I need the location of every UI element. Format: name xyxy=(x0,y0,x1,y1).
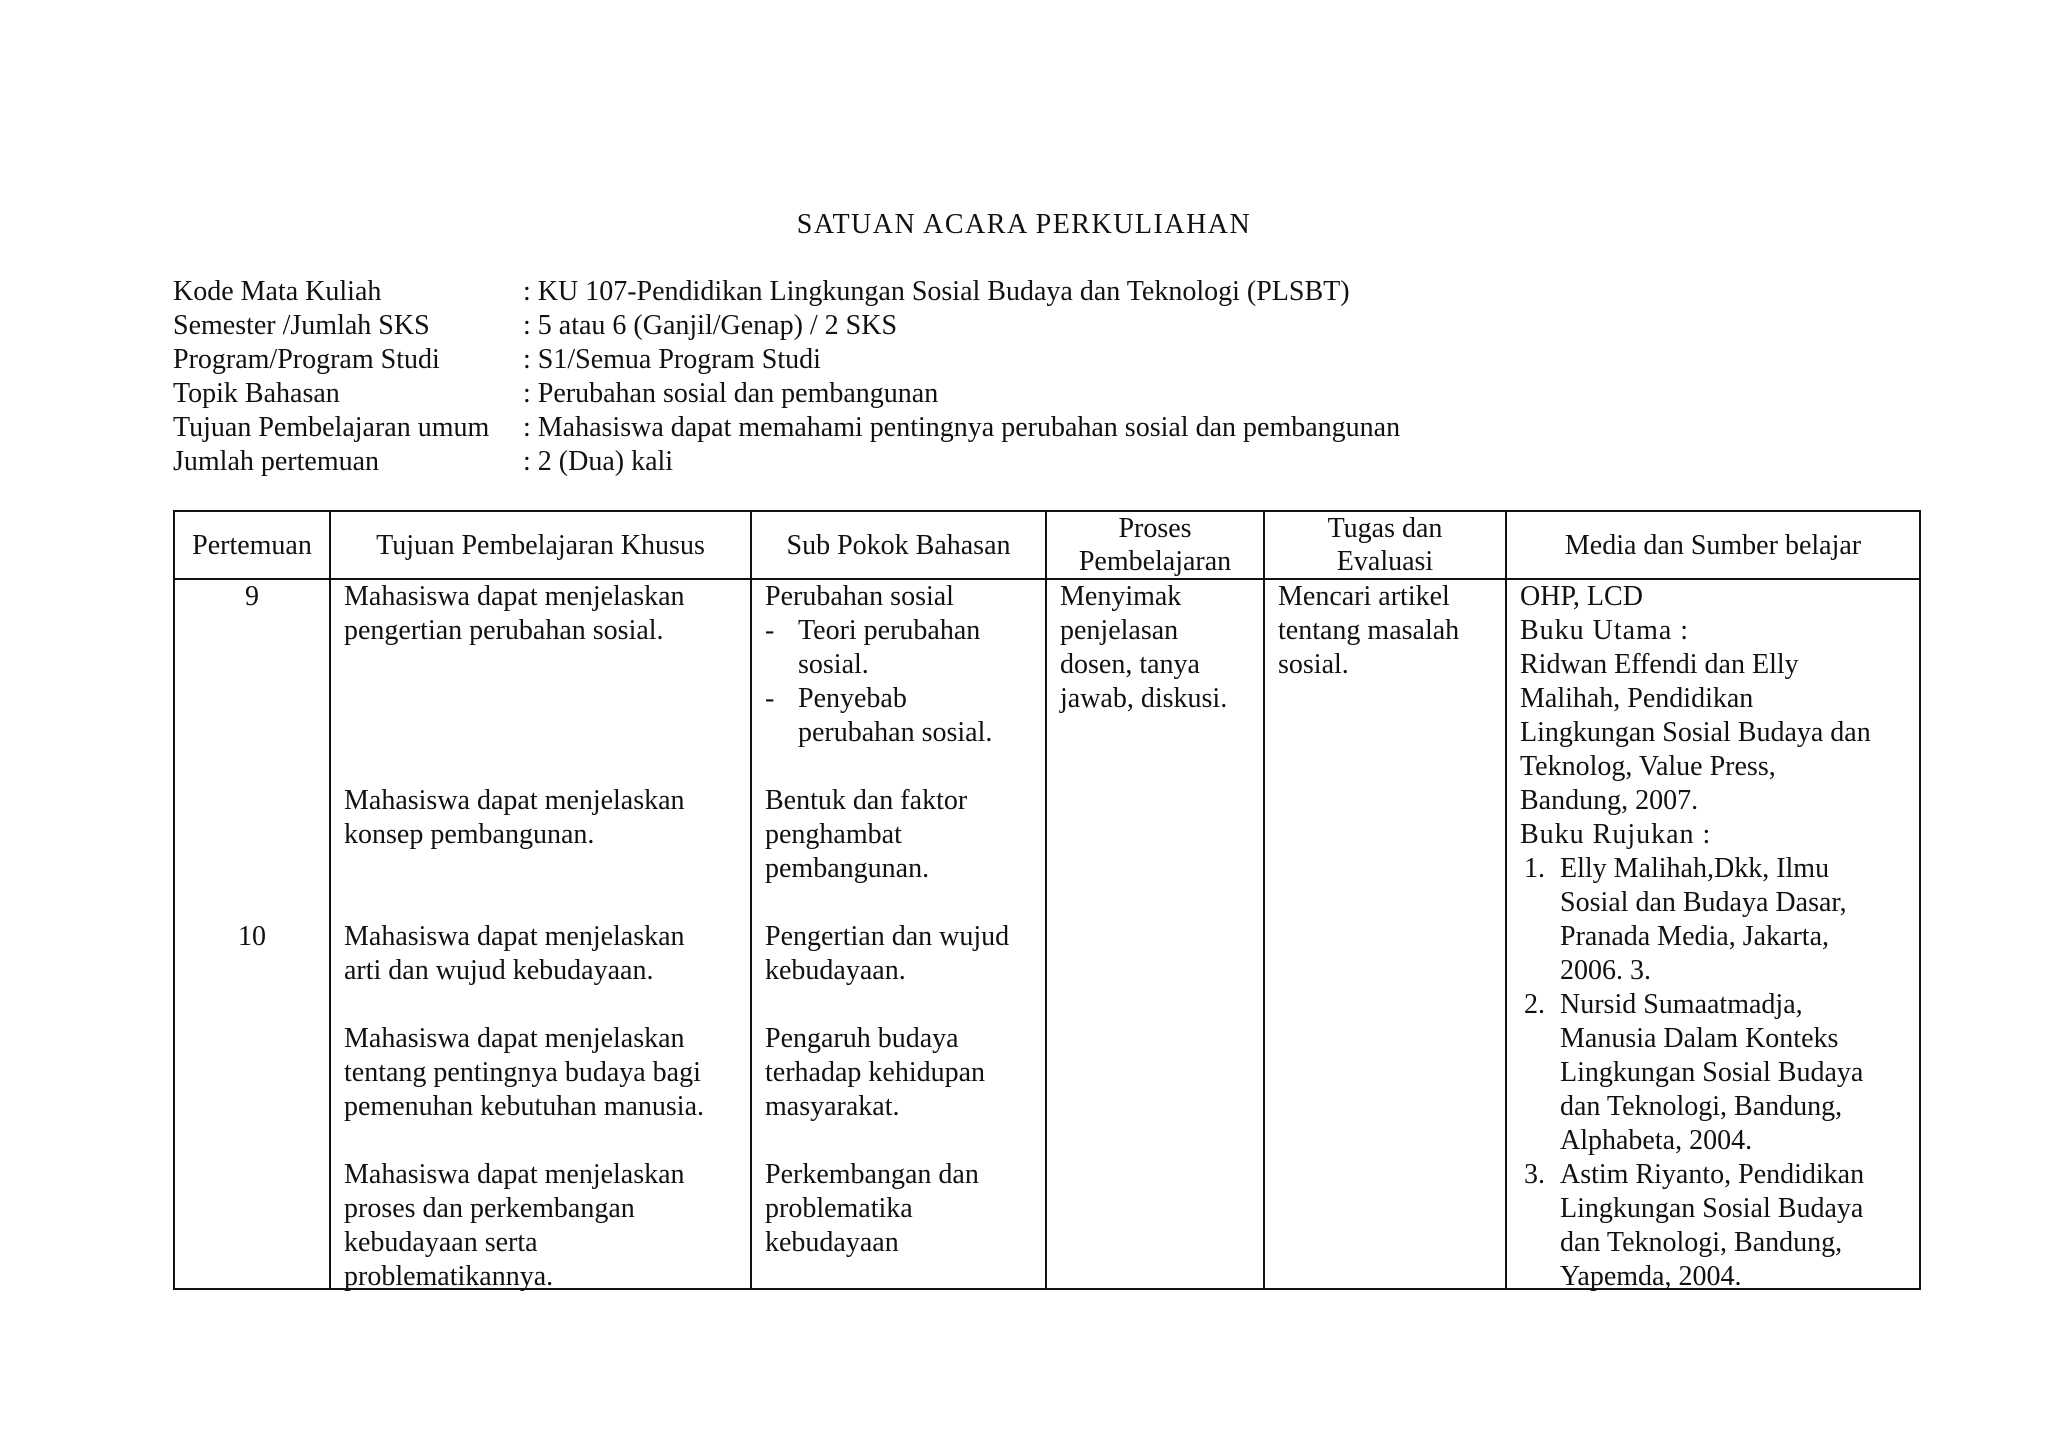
text-line: Lingkungan Sosial Budaya xyxy=(1560,1057,1864,1088)
text-line: tentang pentingnya budaya bagi xyxy=(344,1057,701,1088)
text-line: kebudayaan xyxy=(765,1227,899,1258)
text-line: Astim Riyanto, Pendidikan xyxy=(1560,1159,1865,1190)
text-line: Perkembangan dan xyxy=(765,1159,979,1190)
text-line: Bentuk dan faktor xyxy=(765,785,968,816)
spb-block xyxy=(765,1158,1041,1260)
text-line: pembangunan. xyxy=(765,853,930,884)
table-header-row xyxy=(174,511,1920,579)
text-line: Teori perubahan xyxy=(798,615,981,646)
meta-value: : Perubahan sosial dan pembangunan xyxy=(523,378,939,409)
course-info xyxy=(173,275,1400,479)
text-line: tentang masalah xyxy=(1278,615,1460,646)
header-line: Proses xyxy=(1118,513,1192,544)
dash-bullet: - xyxy=(765,683,775,714)
tpk-block xyxy=(344,580,746,648)
text-line: Penyebab xyxy=(798,683,907,714)
spb-block xyxy=(765,1022,1041,1124)
text-line: Lingkungan Sosial Budaya xyxy=(1560,1193,1864,1224)
meta-label: Program/Program Studi xyxy=(173,344,440,375)
document-title: SATUAN ACARA PERKULIAHAN xyxy=(796,209,1252,240)
dash-bullet: - xyxy=(765,615,775,646)
meta-label: Tujuan Pembelajaran umum xyxy=(173,412,490,443)
text-line: dosen, tanya xyxy=(1060,649,1200,680)
text-line: Pengaruh budaya xyxy=(765,1023,959,1054)
header-line: Evaluasi xyxy=(1336,546,1434,577)
buku-rujukan-label: Buku Rujukan : xyxy=(1520,819,1712,850)
pertemuan-number: 10 xyxy=(238,921,266,952)
text-line: Mahasiswa dapat menjelaskan xyxy=(344,581,685,612)
proses-block xyxy=(1060,580,1259,716)
text-line: arti dan wujud kebudayaan. xyxy=(344,955,654,986)
spb-block xyxy=(765,920,1041,988)
text-line: pengertian perubahan sosial. xyxy=(344,615,664,646)
text-line: Perubahan sosial xyxy=(765,581,954,612)
text-line: Mencari artikel xyxy=(1278,581,1450,612)
text-line: Menyimak xyxy=(1060,581,1182,612)
meta-row-tujuan-umum xyxy=(173,411,1400,445)
text-line: Manusia Dalam Konteks xyxy=(1560,1023,1839,1054)
reference-number: 1. xyxy=(1524,853,1545,884)
header-tujuan-khusus: Tujuan Pembelajaran Khusus xyxy=(330,511,751,579)
text-line: Malihah, Pendidikan xyxy=(1520,683,1754,714)
text-line: OHP, LCD xyxy=(1520,581,1643,612)
text-line: Pengertian dan wujud xyxy=(765,921,1010,952)
spb-block xyxy=(765,580,1041,750)
dash-item xyxy=(765,614,1041,682)
text-line: 2006. 3. xyxy=(1560,955,1651,986)
text-line: problematikannya. xyxy=(344,1261,554,1292)
reference-item xyxy=(1520,988,1915,1158)
tpk-block xyxy=(344,1158,746,1294)
text-line: masyarakat. xyxy=(765,1091,900,1122)
media-block xyxy=(1520,580,1915,1294)
meta-value: : Mahasiswa dapat memahami pentingnya perubahan sosial dan pembangunan xyxy=(523,412,1401,443)
text-line: Mahasiswa dapat menjelaskan xyxy=(344,1023,685,1054)
meta-label: Jumlah pertemuan xyxy=(173,446,380,477)
tugas-block xyxy=(1278,580,1501,682)
text-line: Elly Malihah,Dkk, Ilmu xyxy=(1560,853,1830,884)
text-line: Mahasiswa dapat menjelaskan xyxy=(344,921,685,952)
header-proses xyxy=(1046,511,1264,579)
table-row xyxy=(174,579,1920,1289)
text-line: Pranada Media, Jakarta, xyxy=(1560,921,1829,952)
buku-utama-label: Buku Utama : xyxy=(1520,615,1690,646)
header-tugas xyxy=(1264,511,1506,579)
text-line: perubahan sosial. xyxy=(798,717,993,748)
meta-row-semester xyxy=(173,309,1400,343)
pertemuan-number: 9 xyxy=(245,581,259,612)
text-line: dan Teknologi, Bandung, xyxy=(1560,1227,1843,1258)
lesson-plan-table xyxy=(173,510,1921,1290)
cell-tujuan-khusus xyxy=(330,579,751,1292)
meta-row-kode xyxy=(173,275,1400,309)
text-line: kebudayaan serta xyxy=(344,1227,538,1258)
text-line: penjelasan xyxy=(1060,615,1179,646)
text-line: sosial. xyxy=(798,649,869,680)
text-line: terhadap kehidupan xyxy=(765,1057,986,1088)
header-sub-pokok: Sub Pokok Bahasan xyxy=(751,511,1046,579)
text-line: penghambat xyxy=(765,819,902,850)
meta-label: Semester /Jumlah SKS xyxy=(173,310,430,341)
meta-value: : 2 (Dua) kali xyxy=(523,446,674,477)
text-line: proses dan perkembangan xyxy=(344,1193,635,1224)
text-line: Ridwan Effendi dan Elly xyxy=(1520,649,1799,680)
cell-proses xyxy=(1046,579,1264,1289)
spb-block xyxy=(765,784,1041,886)
meta-row-topik xyxy=(173,377,1400,411)
meta-row-program xyxy=(173,343,1400,377)
cell-media xyxy=(1506,579,1920,1292)
meta-value: : 5 atau 6 (Ganjil/Genap) / 2 SKS xyxy=(523,310,898,341)
reference-number: 2. xyxy=(1524,989,1545,1020)
cell-sub-pokok xyxy=(751,579,1046,1289)
tpk-block xyxy=(344,1022,746,1124)
text-line: Alphabeta, 2004. xyxy=(1560,1125,1753,1156)
meta-value: : S1/Semua Program Studi xyxy=(523,344,821,375)
header-line: Pembelajaran xyxy=(1078,546,1232,577)
dash-item xyxy=(765,682,1041,750)
text-line: pemenuhan kebutuhan manusia. xyxy=(344,1091,705,1122)
meta-row-jumlah xyxy=(173,445,1400,479)
header-line: Tugas dan xyxy=(1327,513,1443,544)
text-line: Mahasiswa dapat menjelaskan xyxy=(344,1159,685,1190)
text-line: dan Teknologi, Bandung, xyxy=(1560,1091,1843,1122)
text-line: Nursid Sumaatmadja, xyxy=(1560,989,1803,1020)
text-line: Mahasiswa dapat menjelaskan xyxy=(344,785,685,816)
text-line: kebudayaan. xyxy=(765,955,906,986)
text-line: Sosial dan Budaya Dasar, xyxy=(1560,887,1847,918)
text-line: Lingkungan Sosial Budaya dan xyxy=(1520,717,1871,748)
reference-item xyxy=(1520,852,1915,988)
reference-number: 3. xyxy=(1524,1159,1545,1190)
cell-pertemuan xyxy=(174,579,330,1289)
header-media: Media dan Sumber belajar xyxy=(1506,511,1920,579)
tpk-block xyxy=(344,920,746,988)
meta-label: Kode Mata Kuliah xyxy=(173,276,382,307)
cell-tugas xyxy=(1264,579,1506,1289)
header-pertemuan: Pertemuan xyxy=(174,511,330,579)
text-line: sosial. xyxy=(1278,649,1349,680)
meta-label: Topik Bahasan xyxy=(173,378,340,409)
reference-item xyxy=(1520,1158,1915,1294)
text-line: Bandung, 2007. xyxy=(1520,785,1699,816)
tpk-block xyxy=(344,784,746,852)
text-line: Yapemda, 2004. xyxy=(1560,1261,1742,1292)
text-line: jawab, diskusi. xyxy=(1060,683,1228,714)
text-line: problematika xyxy=(765,1193,913,1224)
text-line: Teknolog, Value Press, xyxy=(1520,751,1776,782)
meta-value: : KU 107-Pendidikan Lingkungan Sosial Budaya dan Teknologi (PLSBT) xyxy=(523,276,1350,307)
text-line: konsep pembangunan. xyxy=(344,819,595,850)
